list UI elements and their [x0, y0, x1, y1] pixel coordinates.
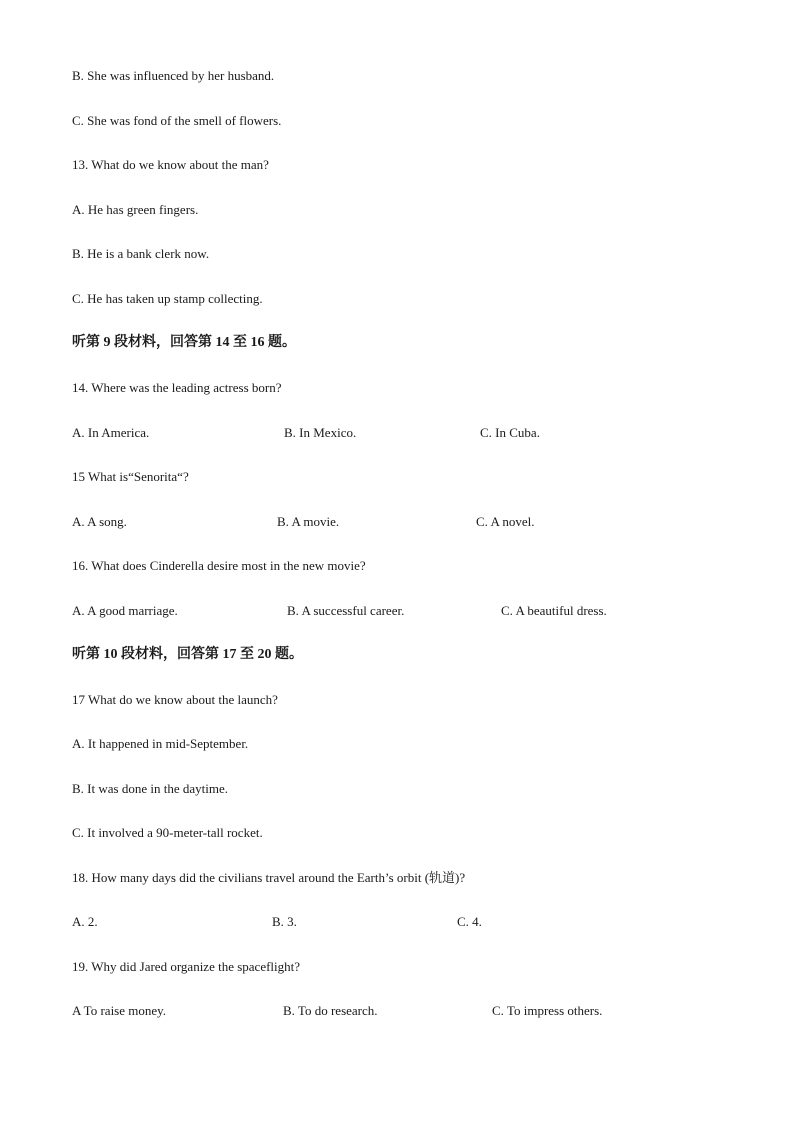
- q18-option-b: B. 3.: [272, 914, 297, 929]
- q19-option-a: A To raise money.: [72, 1003, 167, 1018]
- q18-question: 18. How many days did the civilians travel around the Earth’s orbit (轨道)?: [72, 870, 466, 885]
- q19-option-c: C. To impress others.: [492, 1003, 603, 1018]
- q19-option-b: B. To do research.: [283, 1003, 378, 1018]
- q14-question: 14. Where was the leading actress born?: [72, 380, 282, 395]
- q12-option-c: C. She was fond of the smell of flowers.: [72, 113, 282, 128]
- q19-question: 19. Why did Jared organize the spaceflight?: [72, 959, 301, 974]
- q17-option-b: B. It was done in the daytime.: [72, 781, 228, 796]
- q13-option-c: C. He has taken up stamp collecting.: [72, 291, 263, 306]
- section-10-heading: 听第 10 段材料，回答第 17 至 20 题。: [72, 647, 303, 662]
- section-9-heading: 听第 9 段材料，回答第 14 至 16 题。: [72, 335, 296, 350]
- q18-option-a: A. 2.: [72, 914, 98, 929]
- q15-option-b: B. A movie.: [277, 514, 340, 529]
- q14-option-b: B. In Mexico.: [284, 425, 357, 440]
- q14-option-c: C. In Cuba.: [480, 425, 540, 440]
- q15-option-c: C. A novel.: [476, 514, 535, 529]
- q17-question: 17 What do we know about the launch?: [72, 692, 278, 707]
- q16-question: 16. What does Cinderella desire most in the new movie?: [72, 558, 366, 573]
- q13-option-a: A. He has green fingers.: [72, 202, 199, 217]
- q12-option-b: B. She was influenced by her husband.: [72, 68, 275, 83]
- q14-option-a: A. In America.: [72, 425, 150, 440]
- q13-question: 13. What do we know about the man?: [72, 157, 269, 172]
- q16-option-c: C. A beautiful dress.: [501, 603, 607, 618]
- q16-option-a: A. A good marriage.: [72, 603, 178, 618]
- q15-option-a: A. A song.: [72, 514, 127, 529]
- q17-option-c: C. It involved a 90-meter-tall rocket.: [72, 825, 263, 840]
- q17-option-a: A. It happened in mid-September.: [72, 736, 249, 751]
- q13-option-b: B. He is a bank clerk now.: [72, 246, 210, 261]
- q15-question: 15 What is“Senorita“?: [72, 469, 189, 484]
- q16-option-b: B. A successful career.: [287, 603, 405, 618]
- q18-option-c: C. 4.: [457, 914, 482, 929]
